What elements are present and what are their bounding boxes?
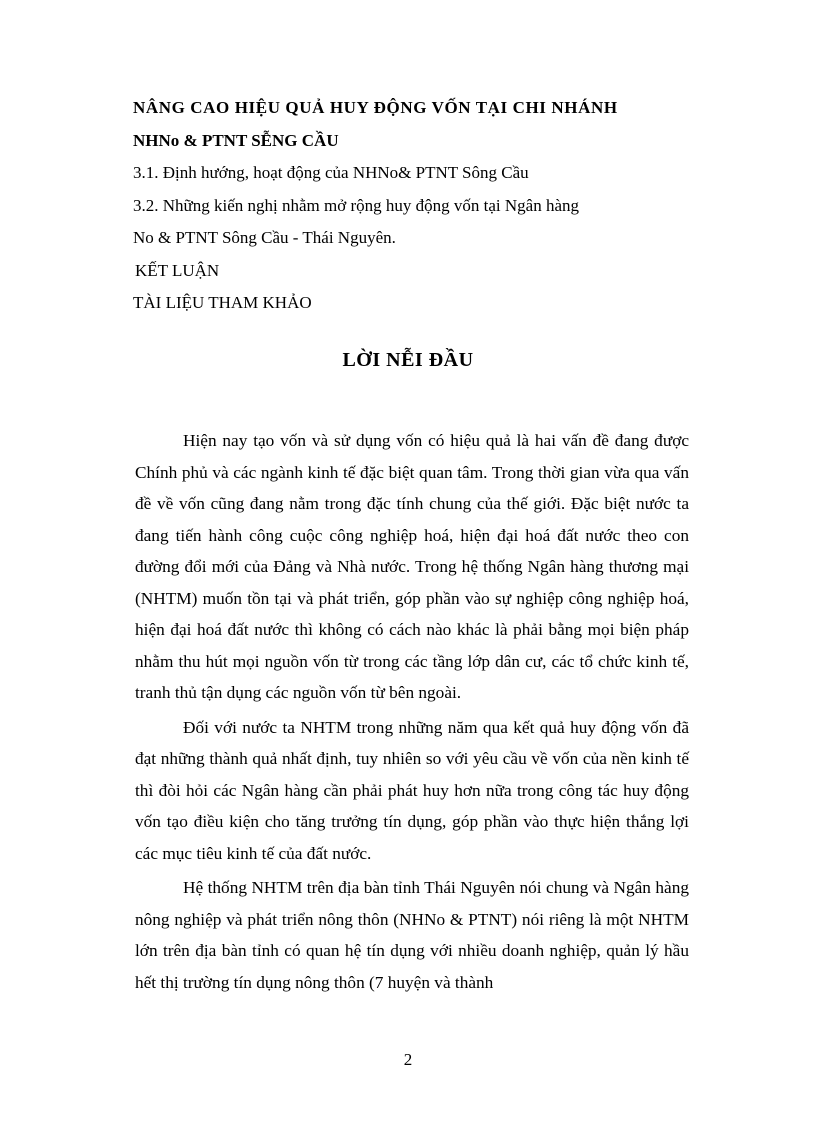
table-of-contents	[133, 92, 663, 320]
paragraph-3: Hệ thống NHTM trên địa bàn tỉnh Thái Nguyên nói chung và Ngân hàng nông nghiệp và phát triển nông thôn (NHNo & PTNT) nói riêng là một NHTM lớn trên địa bàn tỉnh có quan hệ tín dụng với nhiều doanh nghiệp, quản lý hầu hết thị trường tín dụng nông thôn (7 huyện và thành	[135, 878, 689, 992]
paragraph-2: Đối với nước ta NHTM trong những năm qua kết quả huy động vốn đã đạt những thành quả nhất định, tuy nhiên so với yêu cầu về vốn của nền kinh tế thì đòi hỏi các Ngân hàng cần phải phát huy hơn nữa trong công tác huy động vốn tạo điều kiện cho tăng trưởng tín dụng, góp phần vào thực hiện thắng lợi các mục tiêu kinh tế của đất nước.	[135, 717, 689, 863]
paragraph-1: Hiện nay tạo vốn và sử dụng vốn có hiệu quả là hai vấn đề đang được Chính phủ và các ngành kinh tế đặc biệt quan tâm. Trong thời gian vừa qua vấn đề về vốn cũng đang nằm trong đặc tính chung của thế giới. Đặc biệt nước ta đang tiến hành công cuộc công nghiệp hoá, hiện đại hoá đất nước theo con đường đổi mới của Đảng và Nhà nước. Trong hệ thống Ngân hàng thương mại (NHTM) muốn tồn tại và phát triển, góp phần vào sự nghiệp công nghiệp hoá, hiện đại hoá đất nước thì không có cách nào khác là phải bằng mọi biện pháp nhằm thu hút mọi nguồn vốn từ trong các tầng lớp dân cư, các tổ chức kinh tế, tranh thủ tận dụng các nguồn vốn từ bên ngoài.	[135, 431, 689, 702]
toc-references: TÀI LIỆU THAM KHẢO	[133, 293, 312, 312]
page-number: 2	[403, 1050, 413, 1069]
toc-item-3-1: 3.1. Định hướng, hoạt động của NHNo& PTNT Sông Cầu	[133, 163, 529, 182]
toc-chapter-heading-line2: NHNo & PTNT SỄNG CẦU	[133, 130, 339, 150]
body-text	[135, 425, 689, 1001]
toc-conclusion: KẾT LUẬN	[135, 260, 220, 280]
section-title: LỜI NỄI ĐẦU	[342, 349, 474, 371]
toc-item-3-2-line2: No & PTNT Sông Cầu - Thái Nguyên.	[133, 228, 396, 247]
toc-item-3-2-line1: 3.2. Những kiến nghị nhằm mở rộng huy động vốn tại Ngân hàng	[133, 195, 579, 215]
toc-chapter-heading-line1: NÂNG CAO HIỆU QUẢ HUY ĐỘNG VỐN TẠI CHI NHÁNH	[133, 98, 618, 117]
